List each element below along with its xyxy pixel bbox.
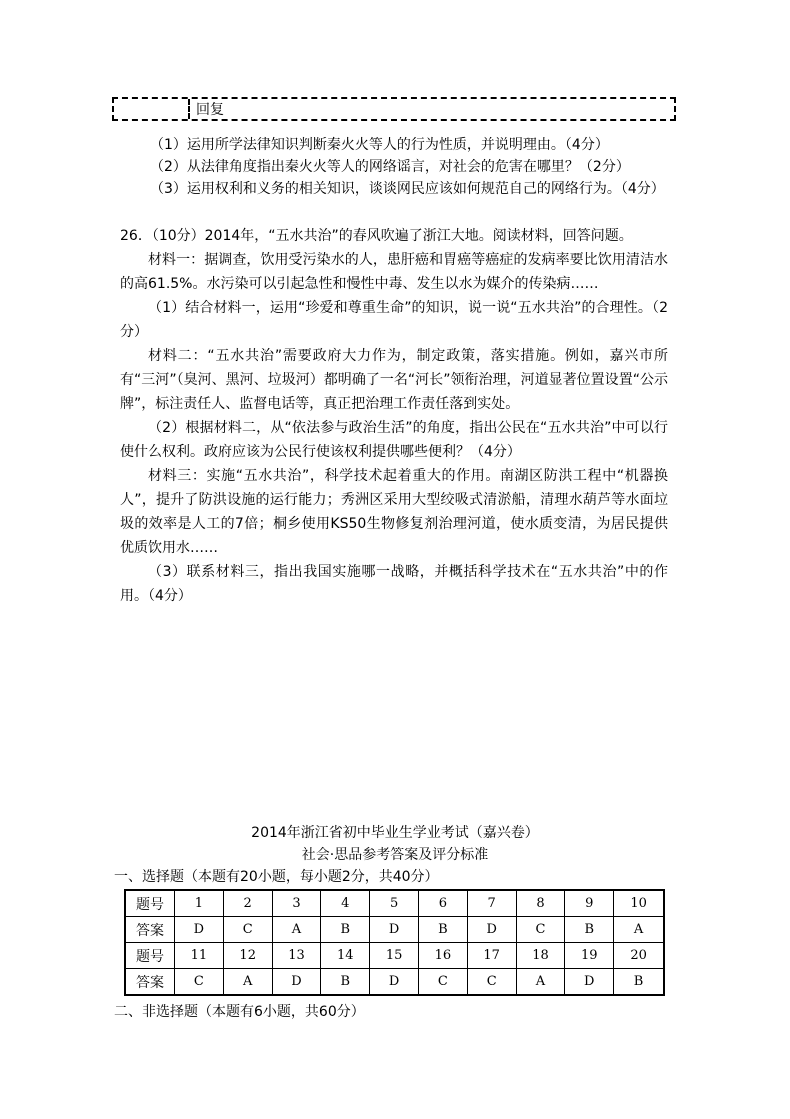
cell: B xyxy=(565,917,614,943)
cell: 18 xyxy=(516,943,565,969)
row-label: 答案 xyxy=(125,917,175,943)
cell: B xyxy=(614,969,664,996)
cell: C xyxy=(516,917,565,943)
cell: C xyxy=(223,917,272,943)
cell: C xyxy=(418,969,467,996)
q25-sub-2: （2）从法律角度指出秦火火等人的网络谣言，对社会的危害在哪里？（2分） xyxy=(150,159,630,175)
row-label: 题号 xyxy=(125,943,175,969)
q26-stem: 26．（10分）2014年，“五水共治”的春风吹遍了浙江大地。阅读材料，回答问题。 xyxy=(120,228,633,244)
section-2-heading: 二、非选择题（本题有6小题，共60分） xyxy=(114,1004,365,1020)
cell: 2 xyxy=(223,890,272,917)
table-row xyxy=(125,890,664,917)
cell: 19 xyxy=(565,943,614,969)
cell: 9 xyxy=(565,890,614,917)
q26-material-2: 材料二：“五水共治”需要政府大力作为，制定政策，落实措施。例如，嘉兴市所有“三河”（臭河、黑河、垃圾河）都明确了一名“河长”领衔治理，河道显著位置设置“公示牌”，标注责任人、监督电话等，真正把治理工作责任落到实处。 xyxy=(120,348,668,412)
cell: B xyxy=(321,917,370,943)
table-row xyxy=(125,917,664,943)
section-1-heading: 一、选择题（本题有20小题，每小题2分，共40分） xyxy=(114,869,439,885)
cell: 10 xyxy=(614,890,664,917)
cell: 3 xyxy=(272,890,321,917)
cell: A xyxy=(614,917,664,943)
row-label: 答案 xyxy=(125,969,175,996)
table-row xyxy=(125,943,664,969)
cell: 4 xyxy=(321,890,370,917)
cell: D xyxy=(175,917,224,943)
cell: 5 xyxy=(370,890,419,917)
cell: 13 xyxy=(272,943,321,969)
cell: 8 xyxy=(516,890,565,917)
cell: D xyxy=(272,969,321,996)
q26-sub-2: （2）根据材料二，从“依法参与政治生活”的角度，指出公民在“五水共治”中可以行使什么权利。政府应该为公民行使该权利提供哪些便利？（4分） xyxy=(120,420,668,460)
cell: A xyxy=(223,969,272,996)
cell: 1 xyxy=(175,890,224,917)
cell: 7 xyxy=(467,890,516,917)
reply-avatar-slot xyxy=(114,99,190,119)
cell: C xyxy=(175,969,224,996)
row-label: 题号 xyxy=(125,890,175,917)
q26-material-3: 材料三：实施“五水共治”，科学技术起着重大的作用。南湖区防洪工程中“机器换人”，提升了防洪设施的运行能力；秀洲区采用大型绞吸式清淤船，清理水葫芦等水面垃圾的效率是人工的7倍；桐乡使用KS50生物修复剂治理河道，使水质变清，为居民提供优质饮用水…… xyxy=(120,468,668,556)
reply-label[interactable]: 回复 xyxy=(196,102,224,118)
question-26 xyxy=(120,224,668,608)
q25-sub-3: （3）运用权利和义务的相关知识，谈谈网民应该如何规范自己的网络行为。（4分） xyxy=(150,181,665,197)
cell: 11 xyxy=(175,943,224,969)
cell: 20 xyxy=(614,943,664,969)
cell: 12 xyxy=(223,943,272,969)
cell: D xyxy=(565,969,614,996)
q26-sub-1: （1）结合材料一，运用“珍爱和尊重生命”的知识，说一说“五水共治”的合理性。（2分） xyxy=(120,300,668,340)
q26-material-1: 材料一：据调查，饮用受污染水的人，患肝癌和胃癌等癌症的发病率要比饮用清洁水的高61.5%。水污染可以引起急性和慢性中毒、发生以水为媒介的传染病…… xyxy=(120,252,668,292)
cell: A xyxy=(516,969,565,996)
cell: D xyxy=(370,917,419,943)
cell: C xyxy=(467,969,516,996)
cell: 6 xyxy=(418,890,467,917)
cell: B xyxy=(418,917,467,943)
cell: 15 xyxy=(370,943,419,969)
answer-key-subtitle: 社会·思品参考答案及评分标准 xyxy=(301,847,489,863)
cell: 14 xyxy=(321,943,370,969)
q26-sub-3: （3）联系材料三，指出我国实施哪一战略，并概括科学技术在“五水共治”中的作用。（4分） xyxy=(120,564,668,604)
cell: B xyxy=(321,969,370,996)
cell: D xyxy=(467,917,516,943)
answer-key-title: 2014年浙江省初中毕业生学业考试（嘉兴卷） xyxy=(251,825,539,841)
cell: 16 xyxy=(418,943,467,969)
reply-box[interactable] xyxy=(112,97,676,121)
q25-sub-1: （1）运用所学法律知识判断秦火火等人的行为性质，并说明理由。（4分） xyxy=(150,137,609,153)
cell: A xyxy=(272,917,321,943)
cell: D xyxy=(370,969,419,996)
table-row xyxy=(125,969,664,996)
cell: 17 xyxy=(467,943,516,969)
answer-table xyxy=(124,889,665,996)
